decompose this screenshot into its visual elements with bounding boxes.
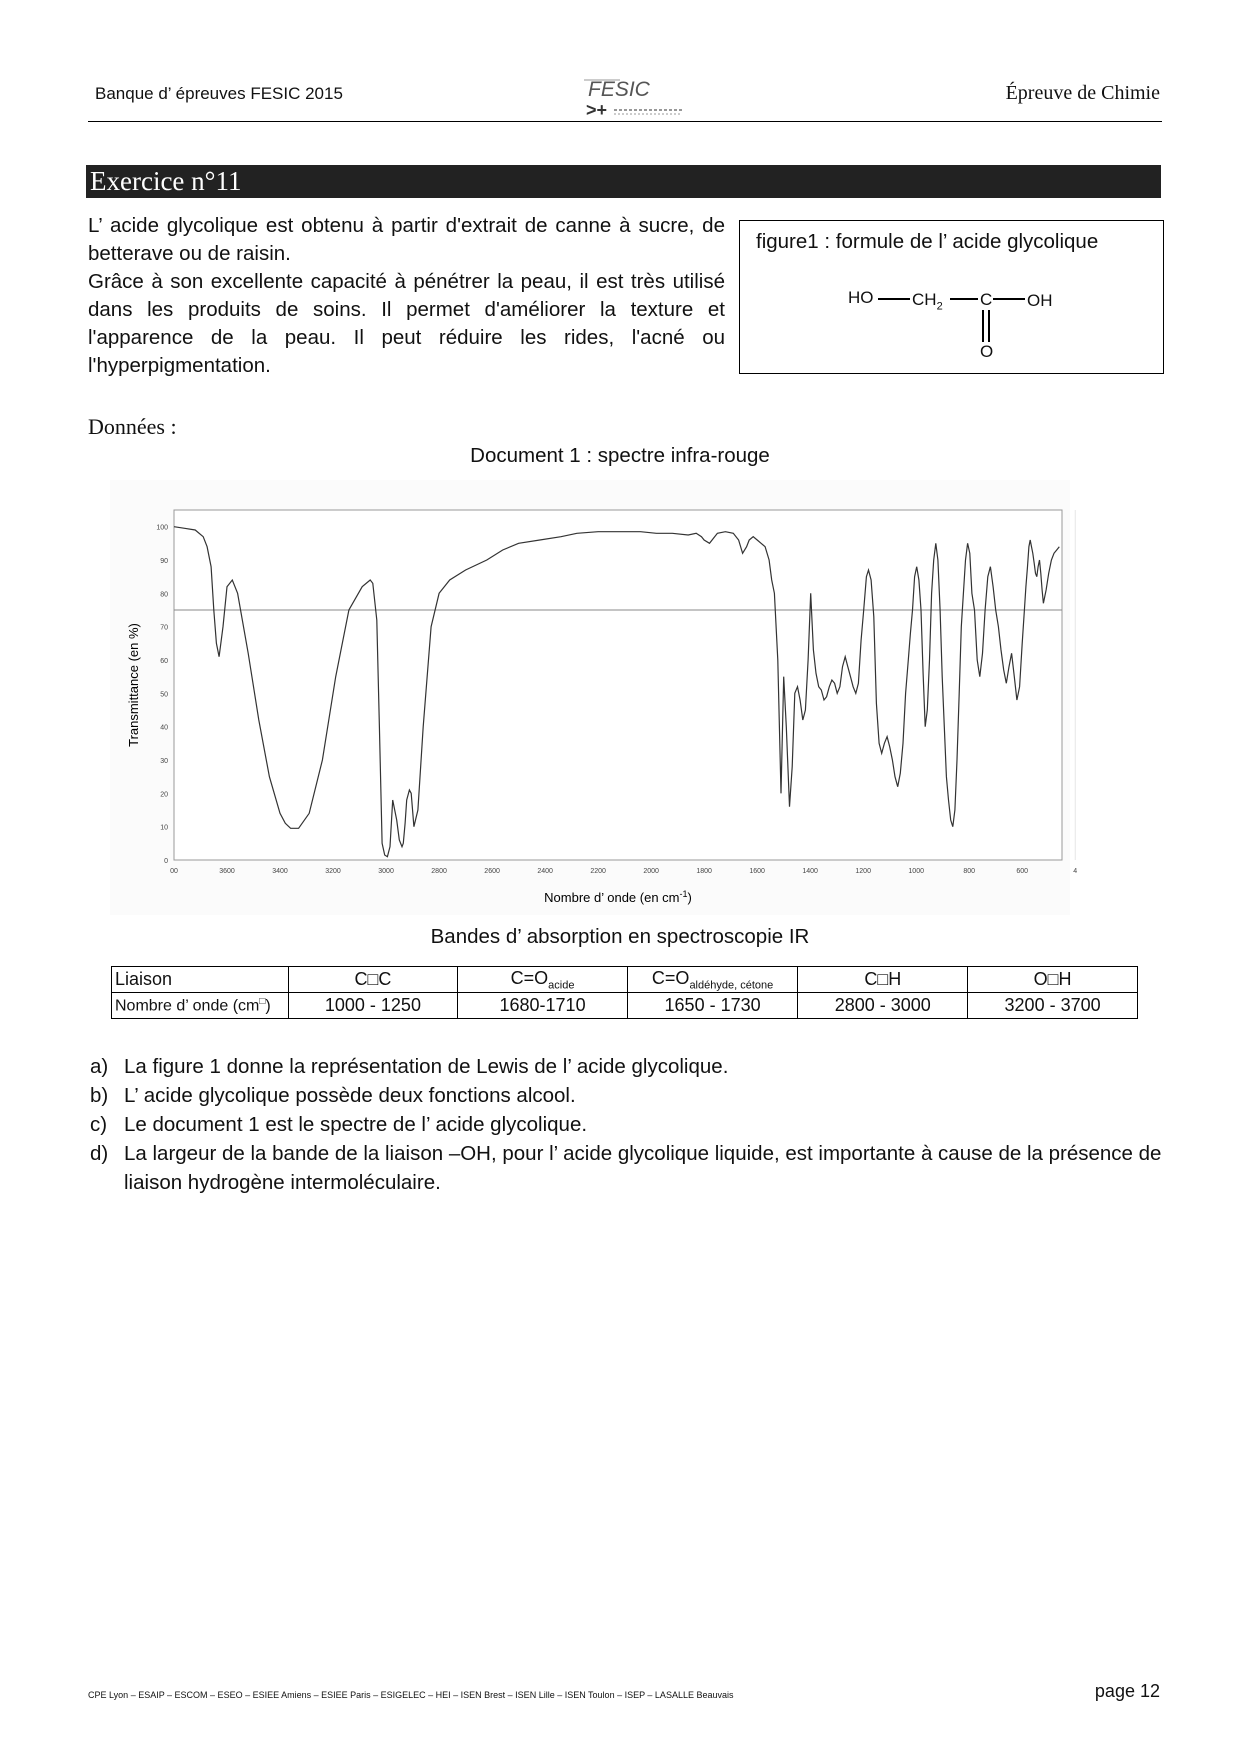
x-tick-label: 3200 [325,868,341,875]
y-tick-label: 40 [160,724,168,732]
table-title: Bandes d’ absorption en spectroscopie IR [430,925,810,948]
table-cell: Nombre d’ onde (cm□) [112,993,289,1019]
table-cell: 2800 - 3000 [798,993,968,1019]
x-tick-label: 2600 [484,868,500,875]
x-tick-label: 1400 [802,868,818,875]
fesic-logo [580,72,690,120]
x-tick-label: 1000 [908,868,924,875]
x-tick-label: 3400 [272,868,288,875]
list-item: c) Le document 1 est le spectre de l’ acide glycolique. [90,1113,588,1136]
intro-paragraph-2: Grâce à son excellente capacité à pénétrer la peau, il est très utilisé dans les produits de soins. Il permet d'améliorer la texture et l'apparence de la peau. Il peut réduire les rides, l'acné ou l'hyperpigmentation. [88,270,725,377]
table-cell: 1680-1710 [458,993,627,1019]
y-tick-label: 0 [164,858,168,865]
intro-text [88,212,725,380]
list-item: a) La figure 1 donne la représentation de Lewis de l’ acide glycolique. [90,1055,729,1078]
x-tick-label: 3600 [219,868,235,875]
exercise-title: Exercice n°11 [86,165,1161,198]
x-tick-label: 2000 [643,868,659,875]
table-cell: C□C [288,967,458,993]
question-list [88,1052,1168,1197]
table-row [112,967,1138,993]
x-tick-label: 800 [963,868,976,875]
ir-absorption-table [111,966,1138,1019]
molecule-ch2: $CH_2$ [912,290,943,313]
y-tick-label: 100 [156,524,168,532]
y-tick-label: 60 [160,658,168,665]
header-divider [88,121,1162,122]
table-cell: 3200 - 3700 [968,993,1138,1019]
molecule-ho: HO [848,288,874,307]
x-tick-label: 2800 [431,868,447,875]
table-cell: 1650 - 1730 [627,993,798,1019]
y-tick-label: 70 [160,624,168,632]
y-tick-label: 90 [160,558,168,565]
x-tick-label: 00 [170,868,178,875]
x-tick-label: 4 [1073,868,1078,875]
x-tick-label: 2400 [537,868,553,875]
x-tick-label: 3000 [378,868,394,875]
x-axis-label-end: ) [687,890,692,905]
table-cell: 1000 - 1250 [288,993,458,1019]
logo-mark: >+ [586,100,608,120]
x-tick-label: 1200 [855,868,871,875]
figure1-title: figure1 : formule de l’ acide glycolique [756,230,1099,253]
document1-title: Document 1 : spectre infra-rouge [470,444,770,467]
table-cell: Liaison [112,967,289,993]
x-axis-label [544,889,692,905]
list-item: b) L’ acide glycolique possède deux fonctions alcool. [90,1084,576,1107]
y-tick-label: 30 [160,758,168,765]
x-axis-label-main: Nombre d’ onde (en cm [544,890,680,905]
table-cell: $C=O_{aldéhyde, cétone}$ [627,967,798,993]
y-tick-label: 80 [160,591,168,599]
donnees-label: Données : [88,414,177,439]
molecule-c: C [980,290,993,309]
y-tick-label: 20 [160,791,168,799]
bond-ch2-c [950,298,978,300]
fesic-logo-graphic [580,72,690,120]
y-tick-label: 10 [160,824,168,832]
double-bond-1 [982,310,984,342]
bond-c-oh [993,298,1025,300]
chart-frame [110,480,1070,915]
molecule-o: O [980,342,994,361]
x-tick-label: 1600 [749,868,765,875]
table-row [112,993,1138,1019]
molecule-oh: OH [1027,291,1053,310]
x-tick-label: 1800 [696,868,712,875]
page-number: page 12 [1094,1681,1160,1701]
y-tick-label: 50 [160,691,168,699]
table-cell: C□H [798,967,968,993]
table-cell: O□H [968,967,1138,993]
x-axis-label-sup: -1 [679,889,688,899]
header-left: Banque d’ épreuves FESIC 2015 [95,84,343,103]
ir-spectrum-chart [110,480,1078,915]
x-tick-label: 2200 [590,868,606,875]
double-bond-2 [988,310,990,342]
x-tick-label: 600 [1016,868,1029,875]
header-right: Épreuve de Chimie [1005,82,1160,104]
bond-ho-ch2 [878,298,910,300]
list-item: d) La largeur de la bande de la liaison –OH, pour l’ acide glycolique liquide, est importante à cause de la présence de liaison hydrogène intermoléculaire. [90,1142,1162,1194]
intro-paragraph-1: L’ acide glycolique est obtenu à partir d'extrait de canne à sucre, de betterave ou de raisin. [88,214,725,265]
table-cell: $C=O_{acide}$ [458,967,627,993]
y-axis-label: Transmittance (en %) [126,623,141,747]
footer-schools: CPE Lyon – ESAIP – ESCOM – ESEO – ESIEE Amiens – ESIEE Paris – ESIGELEC – HEI – ISEN Brest – ISEN Lille – ISEN Toulon – ISEP – LASALLE Beauvais [88,1690,734,1700]
logo-text: FESIC [588,78,650,101]
